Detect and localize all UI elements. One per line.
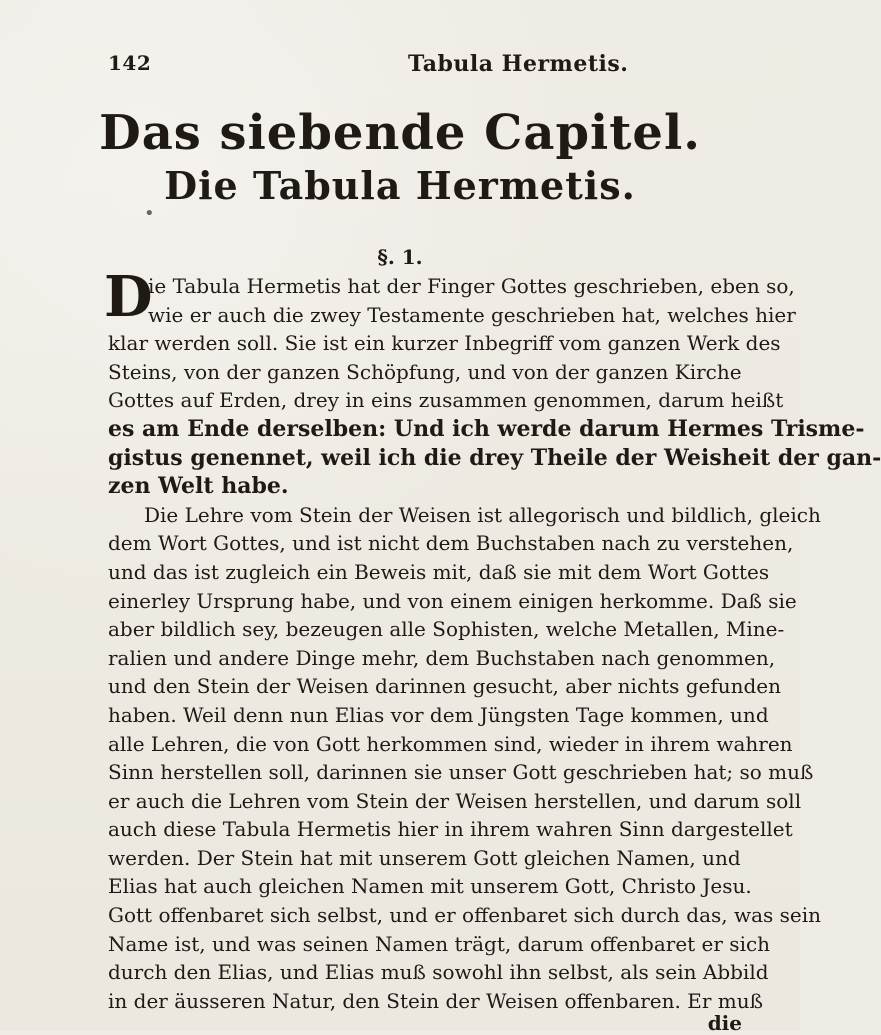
paragraph-1-text-line-1: ie Tabula Hermetis hat der Finger Gottes geschrieben, eben so, <box>148 274 795 298</box>
paragraph-2-line-3: und das ist zugleich ein Beweis mit, daß sie mit dem Wort Gottes <box>108 559 770 584</box>
paragraph-1-line-3: klar werden soll. Sie ist ein kurzer Inbegriff vom ganzen Werk des <box>108 331 781 356</box>
paragraph-2-line-18: in der äusseren Natur, den Stein der Weisen offenbaren. Er muß <box>108 988 763 1013</box>
paragraph-2-line-9: alle Lehren, die von Gott herkommen sind, wieder in ihrem wahren <box>108 731 793 756</box>
paragraph-2-line-1: Die Lehre vom Stein der Weisen ist allegorisch und bildlich, gleich <box>144 502 821 527</box>
paragraph-2-line-14: Elias hat auch gleichen Namen mit unserem Gott, Christo Jesu. <box>108 874 752 899</box>
section-mark: §. 1. <box>377 245 423 269</box>
paragraph-2-line-15: Gott offenbaret sich selbst, und er offenbaret sich durch das, was sein <box>108 903 822 928</box>
paragraph-1-line-6: es am Ende derselben: Und ich werde darum Hermes Trisme- <box>108 415 865 442</box>
paragraph-2-line-12: auch diese Tabula Hermetis hier in ihrem wahren Sinn dargestellet <box>108 817 793 842</box>
paragraph-2-line-13: werden. Der Stein hat mit unserem Gott gleichen Namen, und <box>108 845 741 870</box>
paragraph-2-line-6: ralien und andere Dinge mehr, dem Buchstaben nach genommen, <box>108 645 776 670</box>
running-head-title: Tabula Hermetis. <box>408 51 629 77</box>
catchword: die <box>707 1011 742 1035</box>
paragraph-2-line-7: und den Stein der Weisen darinnen gesucht, aber nichts gefunden <box>108 674 782 699</box>
paragraph-2-line-8: haben. Weil denn nun Elias vor dem Jüngsten Tage kommen, und <box>108 702 769 727</box>
paragraph-2-line-10: Sinn herstellen soll, darinnen sie unser Gott geschrieben hat; so muß <box>108 760 814 785</box>
paragraph-2-line-5: aber bildlich sey, bezeugen alle Sophisten, welche Metallen, Mine- <box>108 617 785 642</box>
stray-mark: • <box>144 203 155 224</box>
body-text <box>104 264 881 1015</box>
paragraph-1-line-8: zen Welt habe. <box>108 473 289 500</box>
paragraph-2-line-2: dem Wort Gottes, und ist nicht dem Buchstaben nach zu verstehen, <box>108 531 794 556</box>
chapter-subtitle: Die Tabula Hermetis. <box>164 163 636 208</box>
paragraph-2-line-17: durch den Elias, und Elias muß sowohl ihn selbst, als sein Abbild <box>108 960 769 985</box>
paragraph-2-line-16: Name ist, und was seinen Namen trägt, darum offenbaret er sich <box>108 931 771 956</box>
paragraph-2-line-4: einerley Ursprung habe, und von einem einigen herkomme. Daß sie <box>108 588 797 613</box>
page-number: 142 <box>108 51 152 75</box>
paragraph-1-line-5: Gottes auf Erden, drey in eins zusammen genommen, darum heißt <box>108 388 784 413</box>
drop-cap-initial: D <box>104 264 153 330</box>
running-head <box>108 51 742 75</box>
paragraph-1-line-7: gistus genennet, weil ich die drey Theile der Weisheit der gan- <box>108 444 881 471</box>
paragraph-2-line-11: er auch die Lehren vom Stein der Weisen herstellen, und darum soll <box>108 788 802 813</box>
chapter-heading: Das siebende Capitel. <box>99 105 701 161</box>
paragraph-1-line-2: wie er auch die zwey Testamente geschrieben hat, welches hier <box>148 302 796 327</box>
paragraph-1-line-4: Steins, von der ganzen Schöpfung, und von der ganzen Kirche <box>108 359 742 384</box>
